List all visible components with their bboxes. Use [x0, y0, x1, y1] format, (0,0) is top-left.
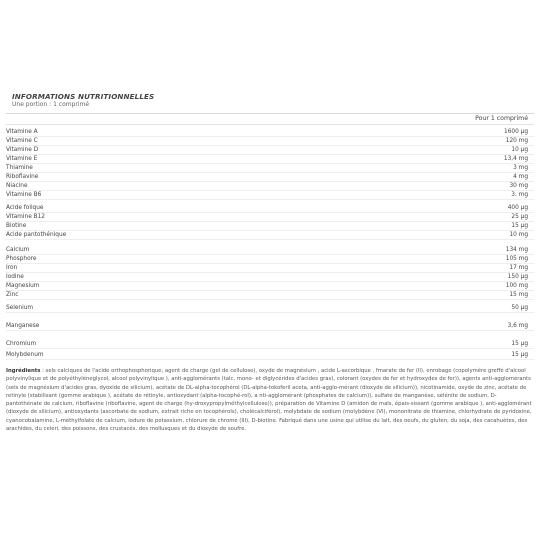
nutrient-name: Acide folique: [6, 205, 44, 211]
nutrient-name: Calcium: [6, 247, 30, 253]
nutrient-name: Niacine: [6, 183, 28, 189]
nutrient-row: [6, 350, 534, 360]
nutrient-value: 3. mg: [511, 192, 528, 198]
nutrient-value: 15 µg: [511, 352, 528, 358]
nutrient-value: 120 mg: [505, 138, 528, 144]
nutrient-value: 30 mg: [509, 183, 528, 189]
ingredients-paragraph: [6, 367, 532, 433]
nutrient-value: 13,4 mg: [503, 156, 528, 162]
nutrient-value: 50 µg: [511, 305, 528, 311]
nutrient-value: 10 mg: [509, 232, 528, 238]
nutrient-name: Chromium: [6, 341, 37, 347]
nutrient-value: 3 mg: [513, 165, 528, 171]
nutrient-name: Biotine: [6, 223, 27, 229]
nutrient-name: Vitamine E: [6, 156, 38, 162]
nutrient-value: 100 mg: [505, 283, 528, 289]
header-divider: [6, 124, 534, 125]
nutrient-name: Vitamine B6: [6, 192, 42, 198]
nutrient-name: Magnesium: [6, 283, 40, 289]
nutrient-row: [6, 321, 534, 331]
nutrient-name: Iodine: [6, 274, 24, 280]
nutrient-value: 400 µg: [507, 205, 528, 211]
nutrient-name: Acide pantothénique: [6, 232, 67, 238]
nutrient-value: 15 µg: [511, 223, 528, 229]
nutrient-name: Selenium: [6, 305, 34, 311]
nutrient-name: Vitamine C: [6, 138, 38, 144]
nutrient-value: 134 mg: [505, 247, 528, 253]
nutrient-row: [6, 190, 534, 200]
nutrient-value: 105 mg: [505, 256, 528, 262]
nutrient-row: [6, 290, 534, 300]
nutrient-value: 1600 µg: [504, 129, 528, 135]
nutrient-name: Riboflavine: [6, 174, 39, 180]
nutrient-name: Vitamine B12: [6, 214, 45, 220]
nutrient-name: Vitamine A: [6, 129, 38, 135]
nutrient-name: Manganese: [6, 323, 40, 329]
nutrient-name: Zinc: [6, 292, 19, 298]
nutrient-name: Thiamine: [6, 165, 33, 171]
nutrient-row: [6, 303, 534, 313]
nutrient-name: Molybdenum: [6, 352, 44, 358]
nutrient-value: 15 µg: [511, 341, 528, 347]
nutrient-value: 25 µg: [511, 214, 528, 220]
nutrient-value: 17 mg: [509, 265, 528, 271]
nutrition-title: INFORMATIONS NUTRITIONNELLES: [12, 92, 155, 101]
serving-subtitle: Une portion : 1 comprimé: [12, 101, 90, 108]
nutrient-name: Vitamine D: [6, 147, 39, 153]
ingredients-label: Ingrédients: [6, 368, 41, 374]
nutrient-name: Phosphore: [6, 256, 37, 262]
nutrient-row: [6, 230, 534, 240]
top-divider: [6, 113, 534, 114]
nutrient-value: 150 µg: [507, 274, 528, 280]
nutrient-value: 4 mg: [513, 174, 528, 180]
nutrient-row: [6, 339, 534, 349]
nutrient-value: 15 mg: [509, 292, 528, 298]
ingredients-text: : sels calciques de l'acide orthophosphorique, agent de charge (gel de cellulose), oxyde de magnésium , acide L-ascorbique , fmarate de fer (ll), enrobage (copolymère greffé d'alcool polyvinylique et de polyéthylèneglycol, alcool polyvinylique ), anti-agglomérants (talc, mono- et diglycérides d'acides gras), colorant (oxydes de fer et hydroxydes de fer)), agents anti-agglomérants (sels de magnésium d'acides gras, dyoxide de silicium), acétate de DL-alpha-tocophérol (DL-alpha-tokoferil aceta, anti-agglo-mérant (dioxyde de silicium)), nicotinamide, oxyde de zinc, acétate de retinyle (stabilisant (gomme arabique ), acétate de rétinyle, antioxydant (alpha-tocophé-rol), a nti-agglomérant (phosphates de calcium)), sulfate de manganèse, sélénite de sodium, D-pantothénate de calcium, riboflavine (riboflavine, agent de charge (hy-droxypropylméthylcellulose)), préparation de Vitamine D (amidon de maïs, épais-sissant (gomme arabique ), anti-agglomérant (dioxyde de silicium), antioxydants (ascorbate de sodium, extrait riche en tocophérols), cholécalciférol), molybdate de sodium (molybdène (VI), mononitrate de thiamine, chlorhydrate de pyridoxine, cyanocobalamine, L-méthylfolate de calcium, iodure de potassium, chlorure de chrome (III), D-biotine. Fabriqué dans une usine qui utilise du lait, des oeufs, du gluten, du soja, des cacahuètes, des arachides, du celeri, des poissons, des crustacés, des mollusques et du dioxyde de soufre.: [6, 368, 532, 433]
nutrient-name: Iron: [6, 265, 18, 271]
column-header: Pour 1 comprimé: [475, 115, 528, 122]
nutrient-value: 3,6 mg: [507, 323, 528, 329]
nutrient-value: 10 µg: [511, 147, 528, 153]
